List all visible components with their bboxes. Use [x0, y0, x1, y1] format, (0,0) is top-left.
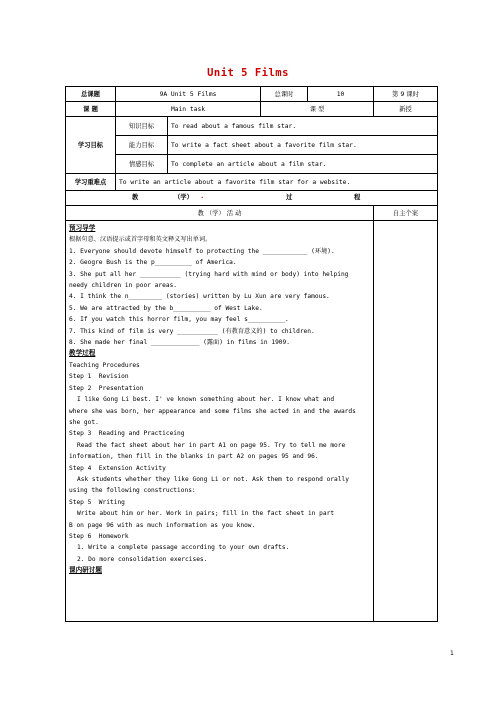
- row-goal-3: [66, 155, 438, 174]
- process-heading-char: 程: [354, 194, 361, 201]
- activity-label: 教 （学） 活 动: [66, 206, 374, 221]
- procedure-line: Teaching Procedures: [69, 361, 140, 369]
- goals-label: 学习目标: [66, 117, 116, 174]
- row-topic: [66, 87, 438, 102]
- key-points-label: 学习重难点: [66, 174, 116, 191]
- exercise-line: 7. This kind of film is very ___________ (有教育意义的) to children.: [69, 327, 315, 335]
- goal-kind: 情感目标: [116, 155, 168, 174]
- procedure-line: I like Gong Li best. I' ve known something about her. I know what and: [77, 396, 335, 404]
- procedure-list: [69, 360, 370, 565]
- lesson-type-label: 课 型: [261, 102, 374, 117]
- goal-kind: 能力目标: [116, 136, 168, 155]
- total-hours-label: 总课时: [261, 87, 308, 102]
- procedure-line: where she was born, her appearance and some films she acted in and the awards: [69, 407, 356, 415]
- discussion-title: 课内研讨题: [69, 566, 102, 575]
- exercise-line: 1. Everyone should devote himself to protecting the ____________ (环境).: [69, 247, 335, 255]
- procedure-line: 1. Write a complete passage according to your own drafts.: [77, 544, 290, 552]
- lesson-value: Main task: [116, 102, 261, 117]
- procedure-line: B on page 96 with as much information as you know.: [69, 521, 256, 529]
- goal-text: To read about a famous film star.: [168, 117, 438, 136]
- lesson-type-value: 新授: [374, 102, 438, 117]
- exercise-line: 6. If you watch this horror film, you may feel s__________.: [69, 316, 289, 324]
- procedure-line: 2. Do more consolidation exercises.: [77, 555, 208, 563]
- procedure-line: Read the fact sheet about her in part A1 on page 95. Try to tell me more: [77, 441, 346, 449]
- topic-label: 总课题: [66, 87, 116, 102]
- procedure-line: Step 6 Homework: [69, 532, 129, 540]
- goal-text: To complete an article about a film star.: [168, 155, 438, 174]
- lesson-label: 课 题: [66, 102, 116, 117]
- row-body: [66, 221, 438, 622]
- procedure-line: Step 1 Revision: [69, 373, 129, 381]
- row-key-points: [66, 174, 438, 191]
- procedure-line: using the following constructions:: [69, 487, 196, 495]
- process-heading-char: （学）: [174, 194, 193, 201]
- process-heading-char: 过: [286, 194, 293, 201]
- document-title: Unit 5 Films: [207, 67, 289, 79]
- red-dot: .: [201, 193, 204, 200]
- process-heading: [66, 191, 438, 206]
- self-plan-label: 自主个案: [374, 206, 438, 221]
- activity-content: [66, 221, 374, 622]
- exercise-line: 2. Geogre Bush is the p__________ of America.: [69, 259, 237, 267]
- procedure-line: Step 3 Reading and Practiceing: [69, 430, 185, 438]
- exercise-line: 4. I think the n_________ (stories) written by Lu Xun are very famous.: [69, 293, 330, 301]
- procedure-line: Step 2 Presentation: [69, 384, 144, 392]
- process-heading-char: 教: [132, 194, 139, 201]
- goal-text: To write a fact sheet about a favorite film star.: [168, 136, 438, 155]
- procedure-line: Write about him or her. Work in pairs; fill in the fact sheet in part: [77, 510, 335, 518]
- key-points-text: To write an article about a favorite film star for a website.: [116, 174, 438, 191]
- procedure-line: information, then fill in the blanks in part A2 on pages 95 and 96.: [69, 453, 319, 461]
- exercise-line: 8. She made her final _____________ (露面) in films in 1909.: [69, 339, 290, 347]
- row-lesson: [66, 102, 438, 117]
- preview-intro: 根据句意、汉语提示或首字母和英文释义写出单词。: [69, 236, 212, 244]
- procedure-line: Ask students whether they like Gong Li or not. Ask them to respond orally: [77, 475, 349, 483]
- total-hours-value: 10: [308, 87, 374, 102]
- exercise-line: 3. She put all her ___________ (trying hard with mind or body) into helping: [69, 270, 349, 278]
- period-value: 第 9 课时: [374, 87, 438, 102]
- self-plan-cell: [374, 221, 438, 622]
- procedure-line: Step 4 Extension Activity: [69, 464, 166, 472]
- page-number: 1: [450, 650, 454, 657]
- process-title: 教学过程: [69, 349, 96, 358]
- exercise-line: 5. We are attracted by the b__________ of West Lake.: [69, 304, 263, 312]
- exercise-line: needy children in poor areas.: [69, 282, 178, 290]
- row-process-heading: [66, 191, 438, 206]
- procedure-line: Step 5 Writing: [69, 498, 125, 506]
- row-activity-heading: [66, 206, 438, 221]
- goal-kind: 知识目标: [116, 117, 168, 136]
- lesson-plan-table: [65, 86, 438, 622]
- preview-title: 预习导学: [69, 224, 96, 232]
- row-goal-1: [66, 117, 438, 136]
- topic-value: 9A Unit 5 Films: [116, 87, 261, 102]
- row-goal-2: [66, 136, 438, 155]
- procedure-line: she got.: [69, 418, 99, 426]
